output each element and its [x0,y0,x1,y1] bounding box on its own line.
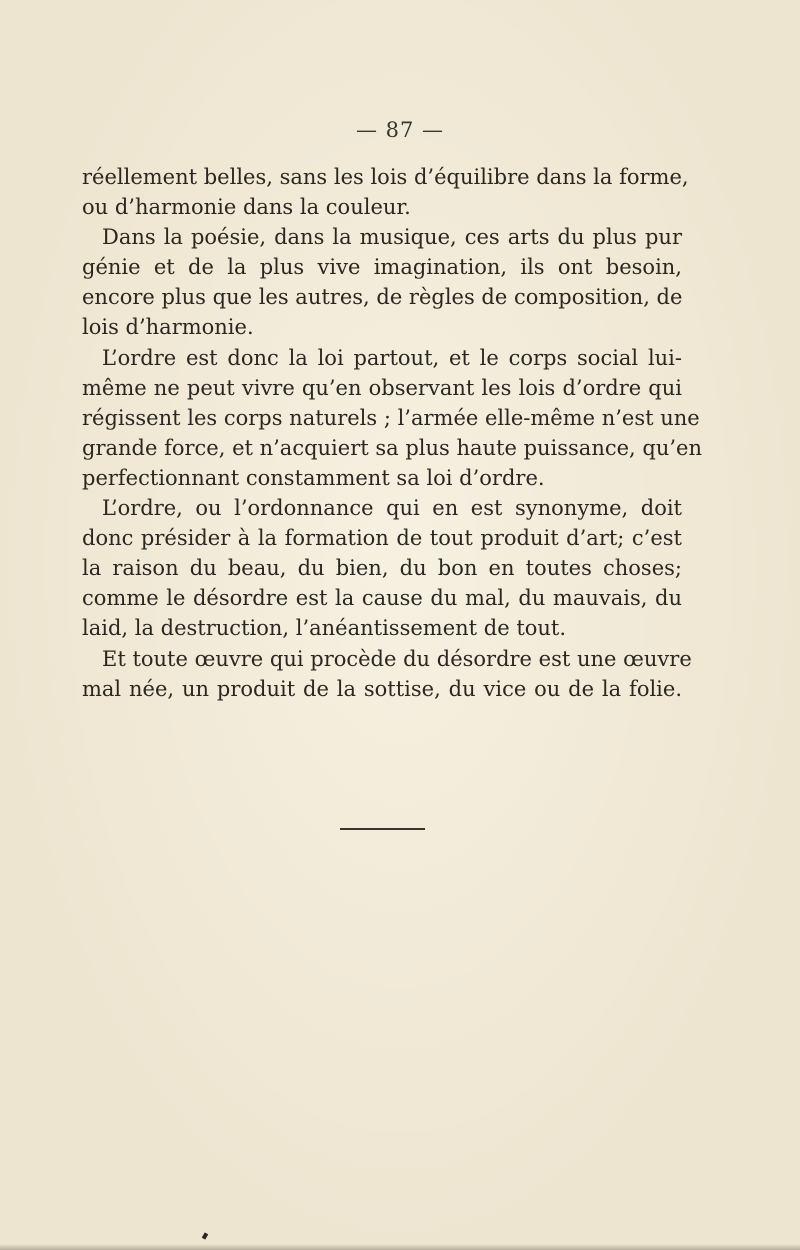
text-line: génie et de la plus vive imagination, ils ont besoin, [82,255,682,280]
body-text [82,162,702,704]
text-line: laid, la destruction, l’anéantissement de tout. [82,616,567,641]
text-line: perfectionnant constamment sa loi d’ordre. [82,465,545,490]
text-line: réellement belles, sans les lois d’équilibre dans la forme, [82,165,689,189]
text-line: L’ordre est donc la loi partout, et le corps social lui- [102,345,682,370]
section-divider [340,828,425,830]
text-line: comme le désordre est la cause du mal, du mauvais, du [82,586,682,611]
text-line: ou d’harmonie dans la couleur. [82,195,411,220]
page-edge-shadow [0,1244,800,1250]
text-line: grande force, et n’acquiert sa plus haute puissance, qu’en [82,435,702,460]
text-line: lois d’harmonie. [82,315,254,340]
text-line: donc présider à la formation de tout produit d’art; c’est [82,526,682,551]
text-line: L’ordre, ou l’ordonnance qui en est synonyme, doit [102,496,682,521]
ink-mark [202,1232,208,1239]
text-line: Et toute œuvre qui procède du désordre est une œuvre [102,646,692,671]
page-number: — 87 — [355,118,445,142]
text-line: encore plus que les autres, de règles de composition, de [82,285,683,310]
text-line: régissent les corps naturels ; l’armée elle-même n’est une [82,405,700,430]
text-line: mal née, un produit de la sottise, du vice ou de la folie. [82,676,682,701]
text-line: même ne peut vivre qu’en observant les lois d’ordre qui [82,375,682,400]
text-line: Dans la poésie, dans la musique, ces arts du plus pur [102,225,682,250]
text-line: la raison du beau, du bien, du bon en toutes choses; [82,556,682,581]
